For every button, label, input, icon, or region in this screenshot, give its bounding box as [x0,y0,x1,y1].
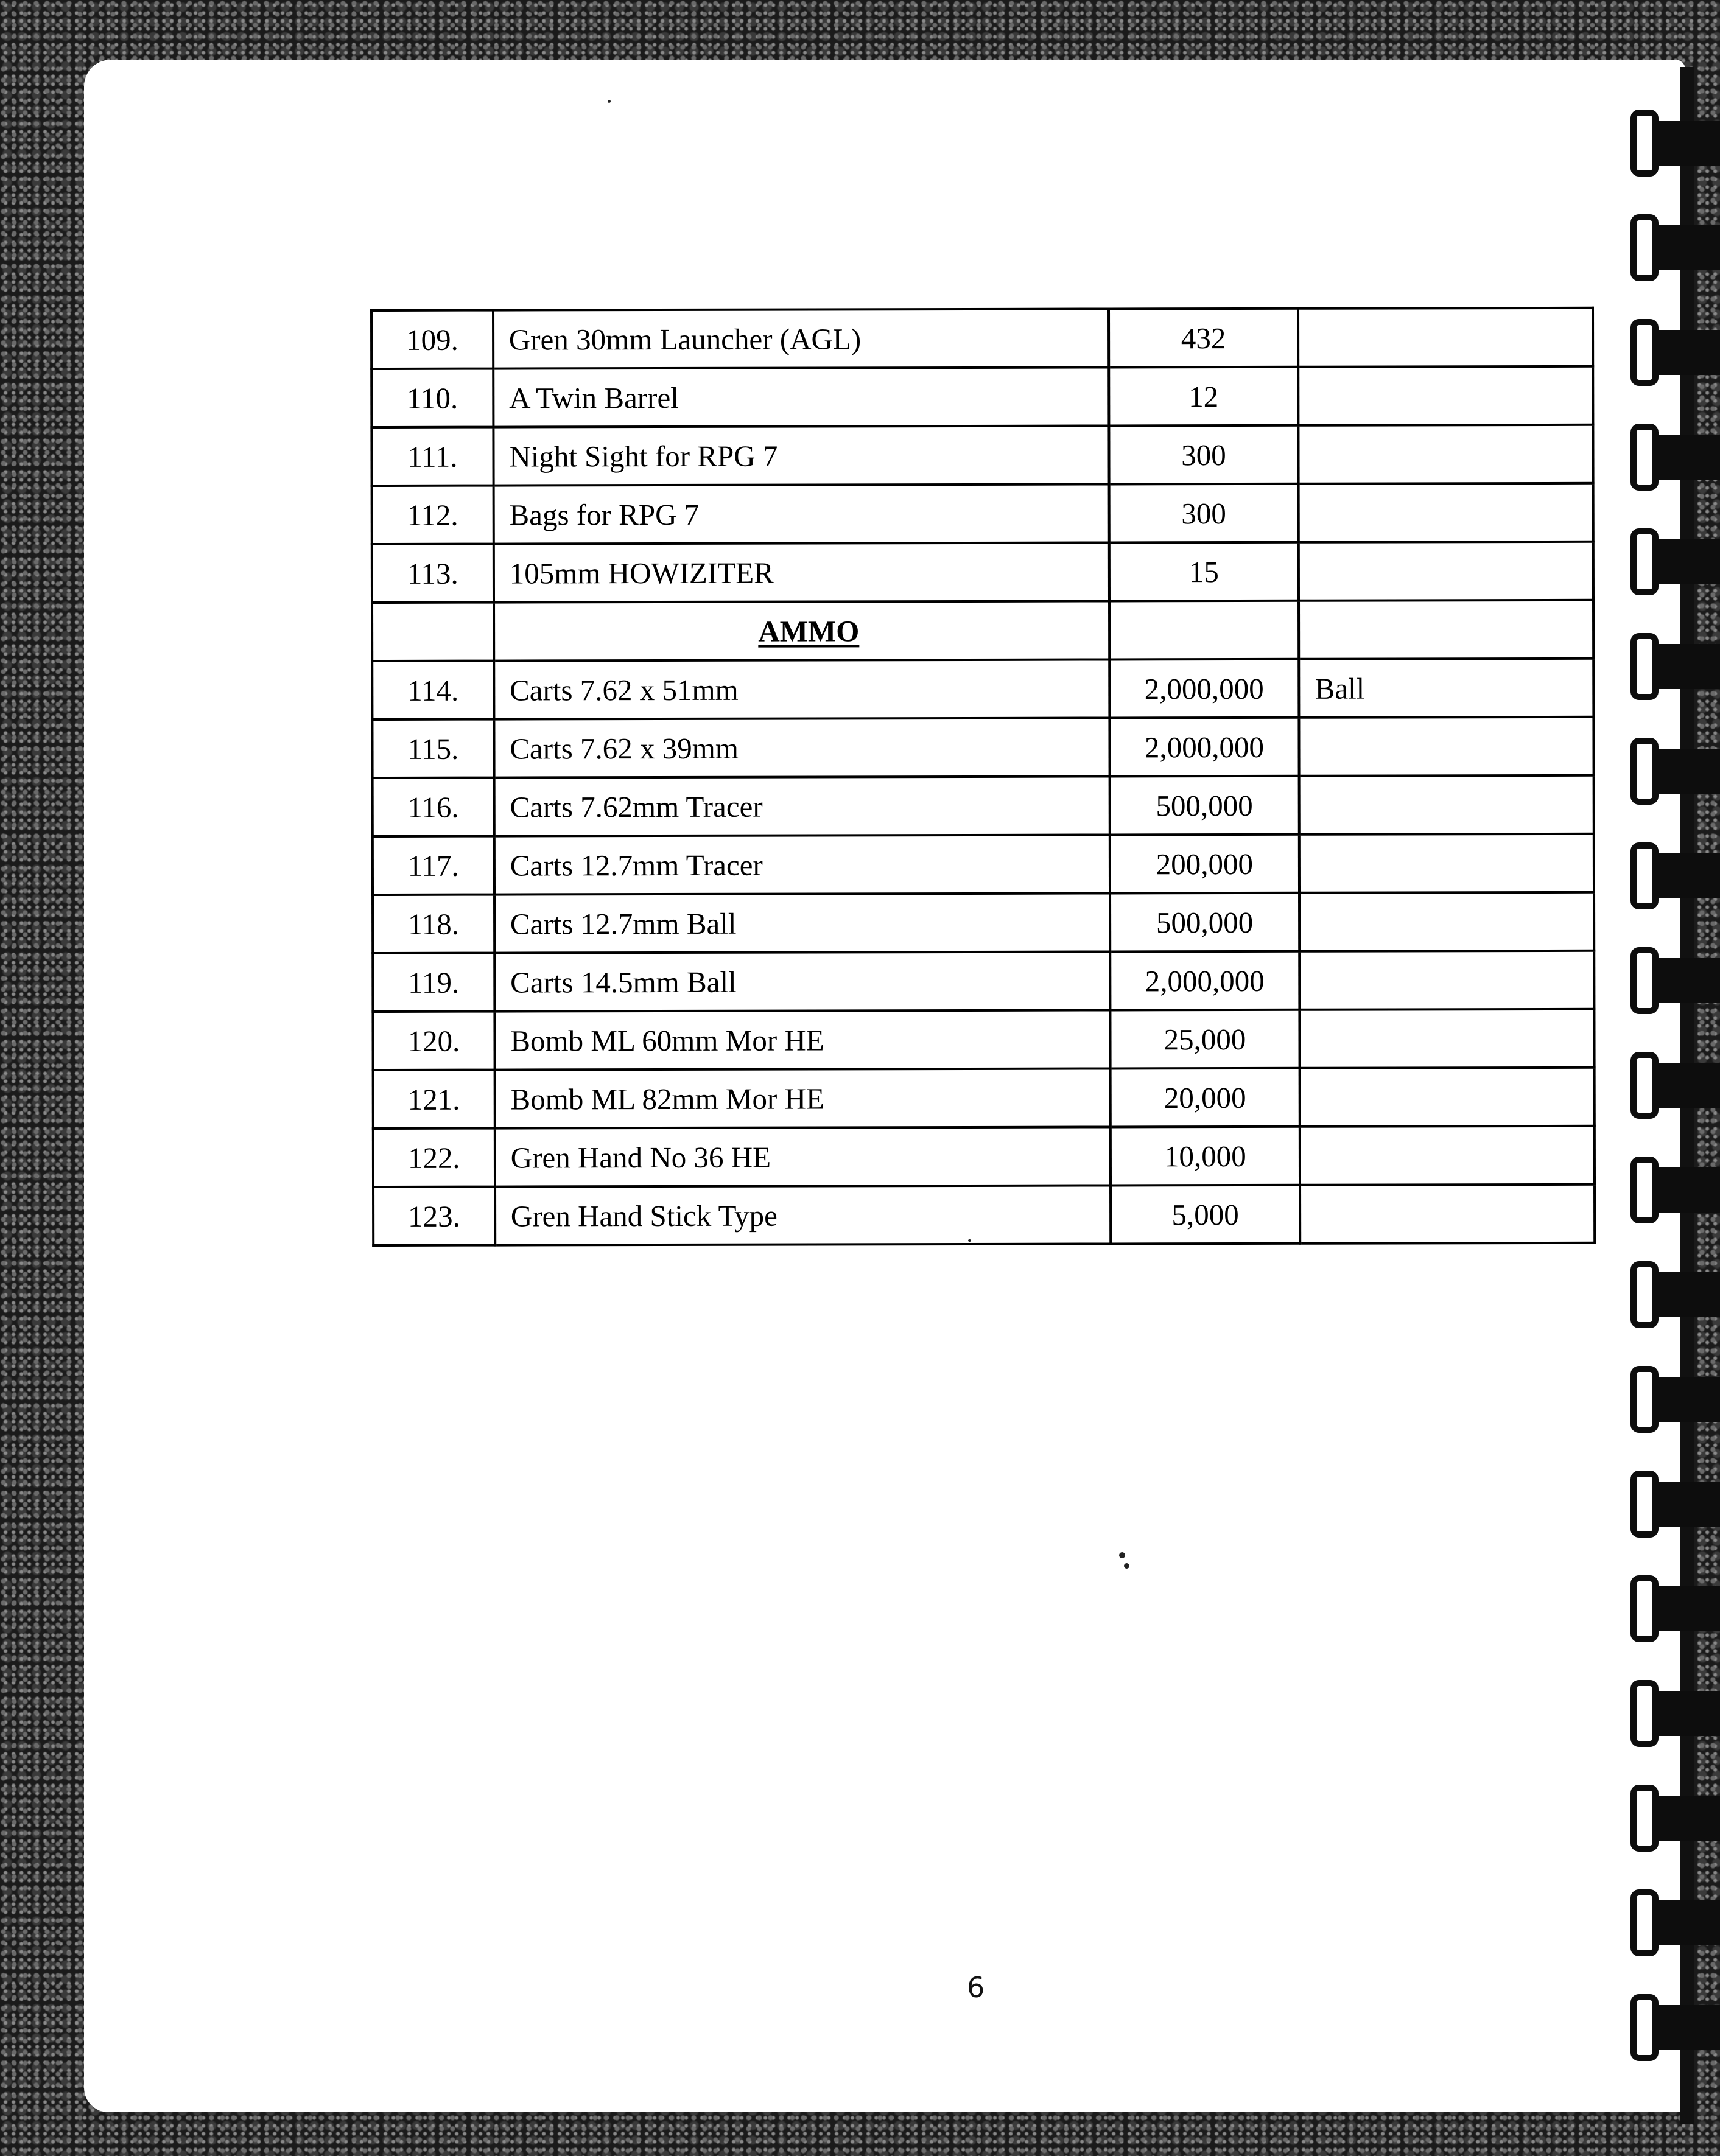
row-description: 105mm HOWIZITER [494,542,1109,602]
row-quantity: 432 [1109,309,1299,368]
row-description: Bomb ML 82mm Mor HE [494,1068,1110,1128]
empty-cell [372,603,494,661]
table-row [373,1126,1595,1187]
row-description: Gren Hand No 36 HE [495,1127,1111,1186]
row-quantity: 2,000,000 [1109,659,1299,718]
table-row [373,1185,1595,1245]
row-remark [1300,1009,1595,1068]
table-row [371,308,1593,369]
row-quantity: 2,000,000 [1109,718,1299,777]
empty-cell [1109,601,1299,660]
binding-coil [1630,319,1720,386]
section-header-row [372,600,1593,661]
row-number: 120. [373,1012,494,1070]
binding-coil [1630,1366,1720,1433]
section-title [494,601,1109,660]
row-quantity: 300 [1109,484,1299,543]
table-row [372,717,1593,778]
row-remark [1300,1185,1595,1244]
row-description: A Twin Barrel [493,367,1109,427]
table-row [371,366,1593,427]
row-number: 121. [373,1070,495,1129]
scan-speck [608,100,611,103]
table-row [373,892,1594,953]
document-page [84,60,1685,2112]
binding-coil [1630,1889,1720,1956]
row-remark [1299,775,1594,835]
row-number: 114. [372,661,494,719]
table-row [373,951,1594,1012]
row-remark [1300,1126,1595,1185]
binding-coil [1630,1157,1720,1223]
table-row [373,775,1594,836]
row-remark [1299,892,1594,951]
row-description: Gren 30mm Launcher (AGL) [493,309,1109,368]
table-row [373,1068,1595,1129]
row-number: 116. [373,778,494,836]
binding-coil [1630,1052,1720,1119]
binding-coil [1630,947,1720,1014]
table-row [372,659,1593,719]
inventory-table [370,307,1596,1247]
empty-cell [1299,600,1593,659]
row-quantity: 12 [1109,367,1299,426]
row-quantity: 5,000 [1111,1185,1301,1244]
row-remark [1299,483,1593,542]
row-quantity: 300 [1109,425,1299,485]
binding-coil [1630,424,1720,491]
binding-coil [1630,528,1720,595]
row-number: 111. [371,427,493,486]
row-description: Gren Hand Stick Type [495,1185,1111,1245]
table-row [373,1009,1594,1070]
row-remark [1300,1068,1595,1127]
row-remark [1300,951,1595,1010]
row-number: 113. [372,544,494,603]
row-description: Night Sight for RPG 7 [493,425,1109,485]
binding-coil [1630,633,1720,700]
row-quantity: 20,000 [1110,1068,1300,1127]
scan-speck [1119,1552,1125,1558]
row-number: 122. [373,1129,495,1187]
row-description: Carts 14.5mm Ball [494,951,1110,1011]
table-row [372,483,1593,544]
row-remark: Ball [1299,659,1594,718]
binding-coil [1630,738,1720,805]
row-quantity: 500,000 [1110,893,1300,952]
row-remark [1298,366,1593,425]
binding-coil [1630,1785,1720,1852]
binding-coil [1630,1471,1720,1538]
page-number: 6 [967,1971,985,2004]
row-number: 109. [371,310,493,369]
row-number: 112. [372,486,494,544]
spiral-binding [1620,67,1720,2124]
row-number: 115. [372,719,494,778]
scan-speck [1124,1563,1129,1569]
row-description: Bags for RPG 7 [493,484,1109,544]
row-description: Carts 7.62mm Tracer [494,776,1109,836]
row-remark [1299,542,1593,601]
binding-coil [1630,1994,1720,2061]
row-quantity: 10,000 [1110,1127,1300,1186]
binding-coil [1630,214,1720,281]
table-row [371,425,1593,486]
binding-coil [1630,1575,1720,1642]
row-number: 110. [371,369,493,427]
table-row [373,834,1594,895]
row-quantity: 2,000,000 [1110,951,1300,1010]
row-description: Carts 7.62 x 51mm [494,659,1109,719]
binding-coil [1630,1261,1720,1328]
row-remark [1299,717,1594,776]
row-description: Carts 7.62 x 39mm [494,718,1109,777]
row-number: 117. [373,836,494,895]
row-quantity: 200,000 [1109,835,1299,894]
row-quantity: 25,000 [1110,1010,1300,1069]
binding-coil [1630,1680,1720,1747]
binding-coil [1630,842,1720,909]
row-number: 123. [373,1187,495,1245]
row-remark [1299,834,1594,893]
binding-coil [1630,110,1720,177]
row-quantity: 500,000 [1109,776,1299,835]
row-description: Carts 12.7mm Tracer [494,835,1110,894]
row-remark [1299,425,1593,484]
row-description: Carts 12.7mm Ball [494,893,1110,953]
row-description: Bomb ML 60mm Mor HE [494,1010,1110,1069]
row-number: 118. [373,895,494,953]
scan-speck [968,1239,971,1242]
row-remark [1298,308,1593,367]
section-title-text: AMMO [758,614,860,648]
table-row [372,542,1593,603]
row-number: 119. [373,953,494,1012]
row-quantity: 15 [1109,542,1299,601]
